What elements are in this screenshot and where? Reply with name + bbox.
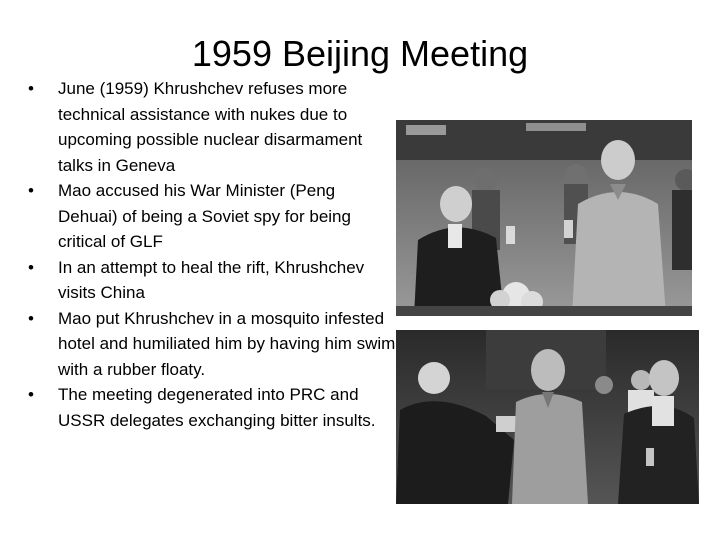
bullet-marker: • xyxy=(28,257,34,277)
bullet-item xyxy=(24,306,396,383)
bullet-marker: • xyxy=(28,308,34,328)
bullet-text: The meeting degenerated into PRC and USSR delegates exchanging bitter insults. xyxy=(58,385,376,430)
bullet-item xyxy=(24,178,396,255)
bullet-list xyxy=(24,76,396,433)
bullet-marker: • xyxy=(28,181,34,200)
bullet-text: In an attempt to heal the rift, Khrushchev visits China xyxy=(58,257,365,302)
photo-greeting-illustration xyxy=(396,330,699,504)
bullet-marker: • xyxy=(28,79,34,98)
slide-title: 1959 Beijing Meeting xyxy=(191,33,529,75)
photo-toast xyxy=(396,120,692,316)
bullet-item xyxy=(24,76,396,178)
bullet-text: Mao put Khrushchev in a mosquito infested hotel and humiliated him by having him swim with a rubber floaty. xyxy=(58,308,396,379)
bullet-item xyxy=(24,255,396,306)
bullet-item xyxy=(24,382,396,433)
bullet-text: June (1959) Khrushchev refuses more technical assistance with nukes due to upcoming possible nuclear disarmament talks in Geneva xyxy=(58,79,363,175)
photo-greeting xyxy=(396,330,699,504)
photo-toast-illustration xyxy=(396,120,692,316)
bullet-marker: • xyxy=(28,385,34,404)
bullet-text: Mao accused his War Minister (Peng Dehuai) of being a Soviet spy for being critical of GLF xyxy=(58,181,351,251)
